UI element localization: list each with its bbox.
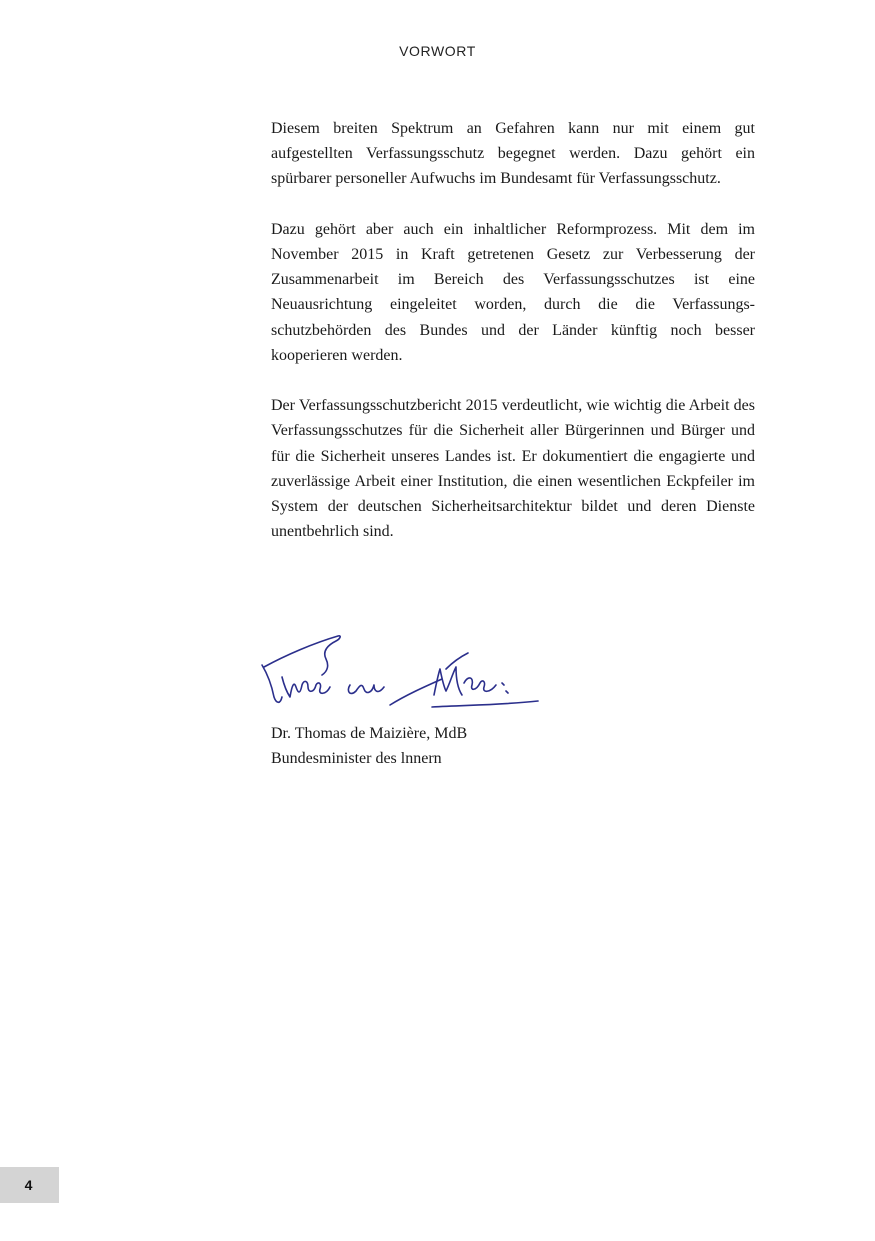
- paragraph-3: Der Verfassungsschutzbericht 2015 verdeutlicht, wie wichtig die Arbeit des Verfassungsschutzes für die Sicherheit aller Bürgerinnen und Bürger und für die Sicherheit unseres Landes ist. Er dokumentiert die engagierte und zuverlässige Arbeit einer Institution, die einen wesentlichen Eckpfeiler im System der deutschen Sicherheitsarchitektur bildet und deren Dienste unentbehrlich sind.: [271, 397, 755, 541]
- page-number-tab: [0, 1167, 59, 1203]
- paragraph-1: Diesem breiten Spektrum an Gefahren kann nur mit einem gut aufgestellten Verfassungsschutz begegnet werden. Dazu gehört ein spürbarer personeller Aufwuchs im Bundesamt für Verfassungsschutz.: [271, 120, 755, 188]
- foreword-body: [271, 116, 755, 570]
- handwritten-signature: [256, 625, 546, 725]
- signer-block: [271, 721, 467, 771]
- page-number: 4: [24, 1177, 33, 1193]
- paragraph-2: Dazu gehört aber auch ein inhaltlicher Reformprozess. Mit dem im November 2015 in Kraft getretenen Gesetz zur Verbesserung der Zusammenarbeit im Bereich des Verfassungsschutzes ist eine Neuausrichtung eingeleitet worden, durch die die Verfassungsschutzbehörden des Bundes und der Länder künftig noch besser kooperieren werden.: [271, 220, 755, 364]
- signer-name: Dr. Thomas de Maizière, MdB: [271, 725, 468, 742]
- running-title: VORWORT: [399, 43, 476, 59]
- signer-title: Bundesminister des lnnern: [271, 750, 442, 768]
- signature-drawing: [256, 625, 546, 725]
